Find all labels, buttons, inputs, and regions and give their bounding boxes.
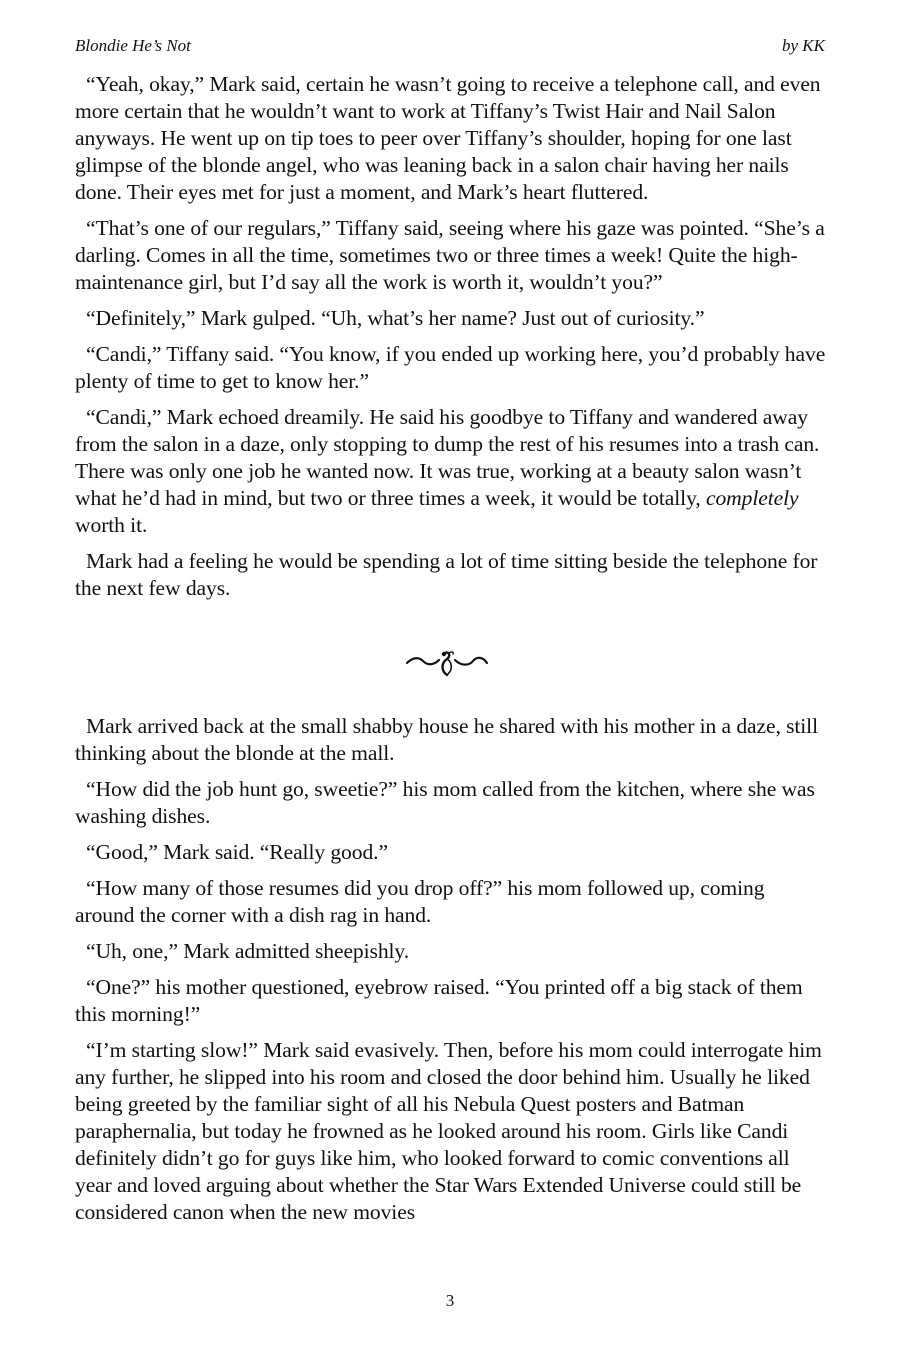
paragraph: Mark arrived back at the small shabby house he shared with his mother in a daze, still thinking about the blonde at the mall. bbox=[75, 714, 818, 765]
scene-break-flourish-icon bbox=[405, 645, 489, 679]
paragraph: “Uh, one,” Mark admitted sheepishly. bbox=[86, 939, 410, 963]
paragraph bbox=[75, 404, 827, 539]
paragraph: “Candi,” Tiffany said. “You know, if you ended up working here, you’d probably have plenty of time to get to know her.” bbox=[75, 342, 826, 393]
page-body bbox=[75, 71, 827, 1235]
running-header bbox=[75, 36, 825, 58]
paragraph-text: worth it. bbox=[75, 513, 148, 537]
paragraph: “That’s one of our regulars,” Tiffany said, seeing where his gaze was pointed. “She’s a darling. Comes in all the time, sometimes two or three times a week! Quite the high-maintenance girl, but I’d say all the work is worth it, wouldn’t you?” bbox=[75, 216, 825, 294]
scene-break bbox=[75, 611, 827, 713]
paragraph: “Definitely,” Mark gulped. “Uh, what’s her name? Just out of curiosity.” bbox=[86, 306, 705, 330]
paragraph: “Good,” Mark said. “Really good.” bbox=[86, 840, 388, 864]
paragraph: “Yeah, okay,” Mark said, certain he wasn’t going to receive a telephone call, and even more certain that he wouldn’t want to work at Tiffany’s Twist Hair and Nail Salon anyways. He went up on tip toes to peer over Tiffany’s shoulder, hoping for one last glimpse of the blonde angel, who was leaning back in a salon chair having her nails done. Their eyes met for just a moment, and Mark’s heart fluttered. bbox=[75, 72, 821, 204]
paragraph-text: “Candi,” Mark echoed dreamily. He said his goodbye to Tiffany and wandered away from the salon in a daze, only stopping to dump the rest of his resumes into a trash can. There was only one job he wanted now. It was true, working at a beauty salon wasn’t what he’d had in mind, but two or three times a week, it would be totally, bbox=[75, 405, 820, 510]
page-number: 3 bbox=[445, 1291, 455, 1310]
paragraph: Mark had a feeling he would be spending a lot of time sitting beside the telephone for the next few days. bbox=[75, 549, 818, 600]
book-title: Blondie He’s Not bbox=[75, 36, 191, 55]
paragraph: “How many of those resumes did you drop off?” his mom followed up, coming around the corner with a dish rag in hand. bbox=[75, 876, 765, 927]
emphasis-text: completely bbox=[705, 486, 799, 510]
paragraph: “One?” his mother questioned, eyebrow raised. “You printed off a big stack of them this morning!” bbox=[75, 975, 803, 1026]
book-author: by KK bbox=[782, 36, 825, 55]
paragraph: “I’m starting slow!” Mark said evasively. Then, before his mom could interrogate him any further, he slipped into his room and closed the door behind him. Usually he liked being greeted by the familiar sight of all his Nebula Quest posters and Batman paraphernalia, but today he frowned as he looked around his room. Girls like Candi definitely didn’t go for guys like him, who looked forward to comic conventions all year and loved arguing about whether the Star Wars Extended Universe could still be considered canon when the new movies bbox=[75, 1038, 822, 1224]
paragraph: “How did the job hunt go, sweetie?” his mom called from the kitchen, where she was washing dishes. bbox=[75, 777, 815, 828]
